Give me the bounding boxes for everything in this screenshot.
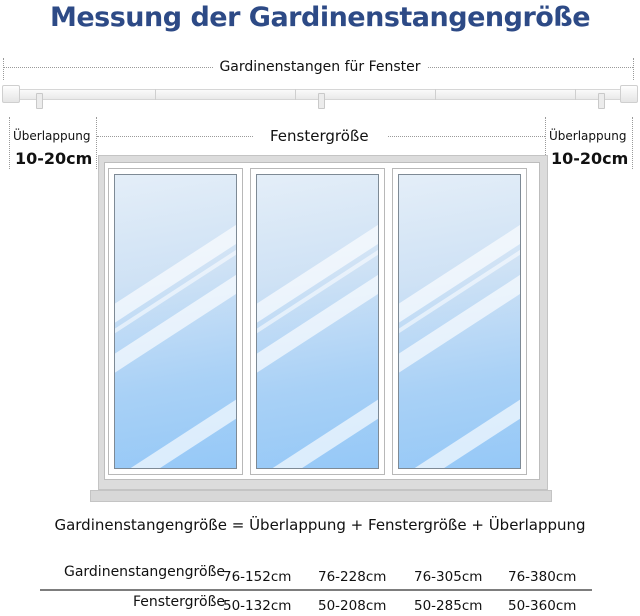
table-cell: 76-228cm xyxy=(318,569,387,585)
glass xyxy=(114,174,237,469)
window-sill xyxy=(90,490,552,502)
row-header: Fenstergröße xyxy=(132,594,225,610)
glass-reflection xyxy=(120,312,237,469)
table-cell: 50-360cm xyxy=(508,598,577,614)
glass-reflection xyxy=(262,312,379,469)
rod-finial-right xyxy=(620,85,638,103)
window-size-label: Fenstergröße xyxy=(270,127,369,145)
overlap-right-value: 10-20cm xyxy=(551,149,629,168)
rod-label xyxy=(0,58,640,76)
table-cell: 50-285cm xyxy=(414,598,483,614)
rod-joint xyxy=(295,89,296,100)
rod-bracket-center xyxy=(318,93,325,109)
overlap-right-guide-outer xyxy=(632,117,633,169)
rod-bracket-left xyxy=(36,93,43,109)
glass-reflection xyxy=(256,197,379,374)
curtain-rod xyxy=(8,89,626,100)
table-row-rod-size xyxy=(20,564,620,586)
glass xyxy=(256,174,379,469)
window-dimension-line-left xyxy=(97,136,253,137)
glass-reflection xyxy=(398,197,521,374)
row-header: Gardinenstangengröße xyxy=(63,564,225,580)
window-pane-right xyxy=(392,168,527,475)
overlap-left-guide-inner xyxy=(96,117,97,169)
window-dimension-line-right xyxy=(388,136,545,137)
overlap-right-label: Überlappung xyxy=(549,129,627,143)
overlap-left-label: Überlappung xyxy=(13,129,91,143)
size-formula: Gardinenstangengröße = Überlappung + Fenstergröße + Überlappung xyxy=(54,516,586,534)
overlap-left-guide-outer xyxy=(9,117,10,169)
table-cell: 76-380cm xyxy=(508,569,577,585)
rod-bracket-right xyxy=(598,93,605,109)
table-cell: 50-208cm xyxy=(318,598,387,614)
window-pane-left xyxy=(108,168,243,475)
rod-joint xyxy=(575,89,576,100)
table-cell: 76-152cm xyxy=(223,569,292,585)
table-cell: 76-305cm xyxy=(414,569,483,585)
glass xyxy=(398,174,521,469)
glass-reflection xyxy=(404,312,521,469)
glass-reflection xyxy=(114,197,237,374)
rod-joint xyxy=(435,89,436,100)
overlap-left-value: 10-20cm xyxy=(15,149,93,168)
table-row-window-size xyxy=(20,594,620,616)
rod-label-text: Gardinenstangen für Fenster xyxy=(213,59,426,75)
rod-joint xyxy=(155,89,156,100)
rod-finial-left xyxy=(2,85,20,103)
table-cell: 50-132cm xyxy=(223,598,292,614)
window-pane-center xyxy=(250,168,385,475)
page-title: Messung der Gardinenstangengröße xyxy=(49,2,591,33)
table-divider xyxy=(40,589,592,591)
